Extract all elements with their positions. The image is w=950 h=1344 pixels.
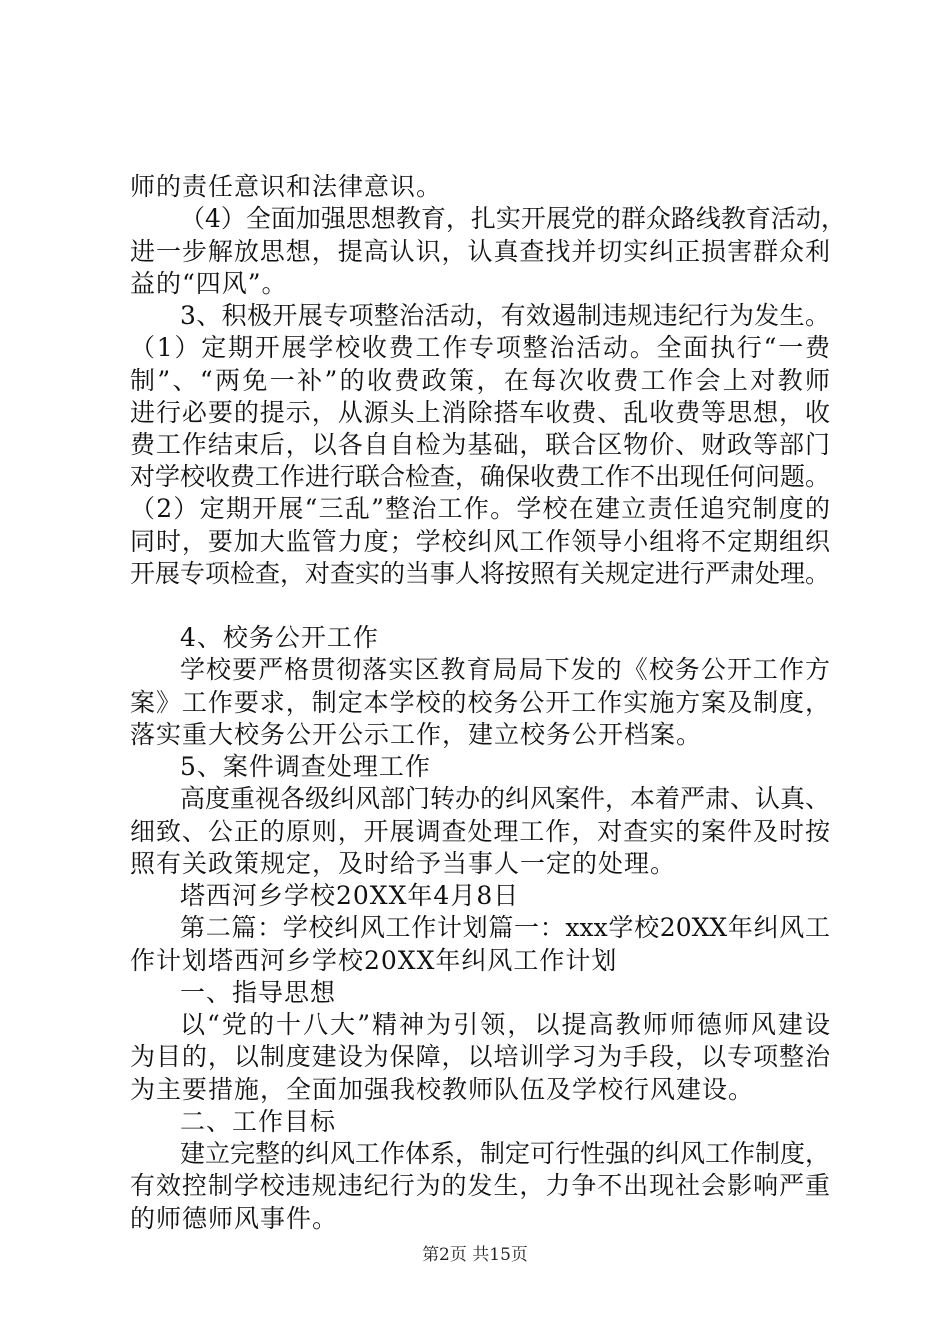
section-heading: 一、指导思想: [180, 978, 337, 1007]
text-line: 以“党的十八大”精神为引领，以提高教师师德师风建设: [180, 1010, 830, 1039]
text-line: 为主要措施，全面加强我校教师队伍及学校行风建设。: [130, 1075, 755, 1104]
text-line: 进一步解放思想，提高认识，认真查找并切实纠正损害群众利: [130, 237, 830, 266]
text-line: 学校要严格贯彻落实区教育局局下发的《校务公开工作方: [180, 655, 830, 684]
text-line: 同时，要加大监管力度；学校纠风工作领导小组将不定期组织: [130, 527, 830, 556]
text-line: 开展专项检查，对查实的当事人将按照有关规定进行严肃处理。: [130, 559, 831, 588]
section-heading: 二、工作目标: [180, 1107, 337, 1136]
text-line: 进行必要的提示，从源头上消除搭车收费、乱收费等思想，收: [130, 398, 830, 427]
text-line: 落实重大校务公开公示工作，建立校务公开档案。: [130, 720, 703, 749]
section-heading: 3、积极开展专项整治活动，有效遏制违规违纪行为发生。: [180, 301, 830, 330]
text-line: 作计划塔西河乡学校20XX年纠风工作计划: [130, 946, 618, 975]
section-heading: 5、案件调查处理工作: [180, 752, 431, 781]
text-line: 建立完整的纠风工作体系，制定可行性强的纠风工作制度，: [180, 1139, 831, 1168]
text-line: 制”、“两免一补”的收费政策，在每次收费工作会上对教师: [130, 366, 830, 395]
date-line: 塔西河乡学校20XX年4月8日: [180, 881, 520, 910]
text-line: 费工作结束后，以各自自检为基础，联合区物价、财政等部门: [130, 430, 830, 459]
text-line: 对学校收费工作进行联合检查，确保收费工作不出现任何问题。: [130, 462, 831, 491]
text-line: 的师德师风事件。: [130, 1204, 339, 1233]
text-line: 益的“四风”。: [130, 269, 288, 298]
text-line: 照有关政策规定，及时给予当事人一定的处理。: [130, 849, 677, 878]
text-line: 高度重视各级纠风部门转办的纠风案件，本着严肃、认真、: [180, 784, 831, 813]
text-line: 为目的，以制度建设为保障，以培训学习为手段，以专项整治: [130, 1042, 830, 1071]
text-line: （4）全面加强思想教育，扎实开展党的群众路线教育活动，: [180, 204, 846, 233]
text-line: 案》工作要求，制定本学校的校务公开工作实施方案及制度，: [130, 688, 830, 717]
text-line: 有效控制学校违规违纪行为的发生，力争不出现社会影响严重: [130, 1171, 830, 1200]
text-line: 师的责任意识和法律意识。: [130, 172, 443, 201]
text-line: 第二篇：学校纠风工作计划篇一：xxx学校20XX年纠风工: [180, 913, 830, 942]
page-number-footer: 第2页 共15页: [422, 1245, 528, 1265]
text-line: 细致、公正的原则，开展调查处理工作，对查实的案件及时按: [130, 817, 830, 846]
text-line: （2）定期开展“三乱”整治工作。学校在建立责任追究制度的: [130, 494, 830, 523]
text-line: （1）定期开展学校收费工作专项整治活动。全面执行“一费: [130, 333, 830, 362]
section-heading: 4、校务公开工作: [180, 623, 379, 652]
